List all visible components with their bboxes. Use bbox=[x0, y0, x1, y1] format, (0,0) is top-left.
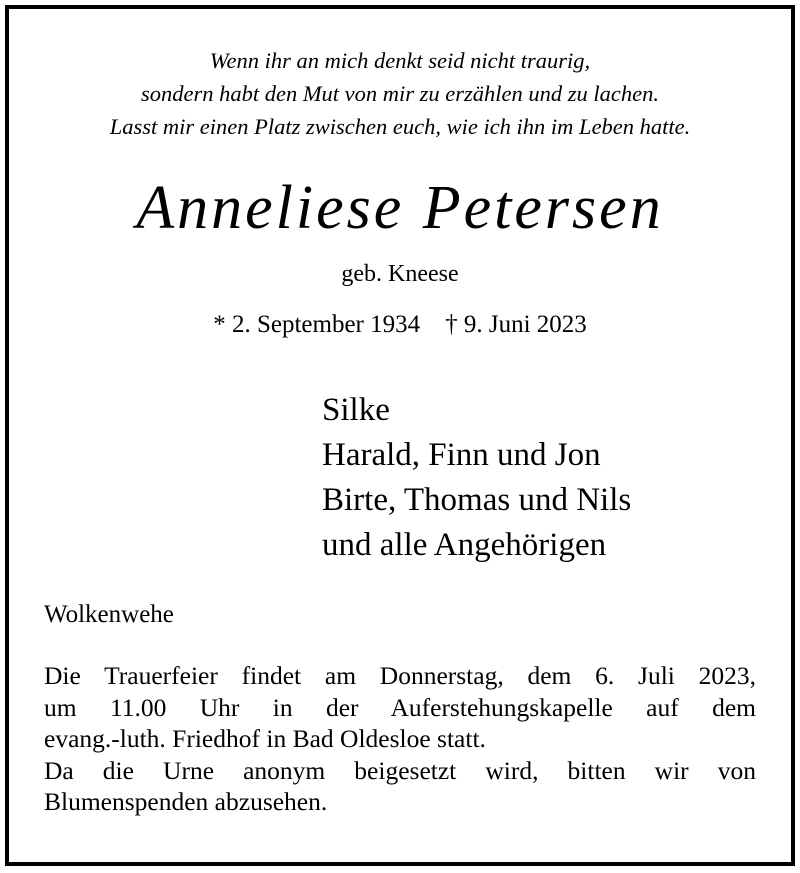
mourners-list bbox=[322, 388, 631, 568]
notice-line: um 11.00 Uhr in der Auferstehungskapelle auf dem bbox=[44, 692, 756, 722]
quote-line: Wenn ihr an mich denkt seid nicht traurig, bbox=[209, 48, 591, 73]
deceased-name: Anneliese Petersen bbox=[136, 174, 664, 242]
quote-line: sondern habt den Mut von mir zu erzählen und zu lachen. bbox=[140, 81, 660, 106]
maiden-name: geb. Kneese bbox=[341, 261, 459, 287]
funeral-notice bbox=[44, 660, 756, 818]
mourner-line: Harald, Finn und Jon bbox=[322, 437, 601, 473]
notice-line: Da die Urne anonym beigesetzt wird, bitten wir von bbox=[44, 755, 756, 785]
memorial-quote bbox=[0, 44, 800, 143]
mourner-line: Silke bbox=[322, 392, 390, 428]
notice-line: evang.-luth. Friedhof in Bad Oldesloe statt. bbox=[44, 724, 486, 753]
place-name: Wolkenwehe bbox=[44, 601, 174, 628]
notice-line: Blumenspenden abzusehen. bbox=[44, 787, 328, 816]
mourner-line: und alle Angehörigen bbox=[322, 527, 607, 563]
quote-line: Lasst mir einen Platz zwischen euch, wie ich ihn im Leben hatte. bbox=[109, 114, 691, 139]
life-dates: * 2. September 1934 † 9. Juni 2023 bbox=[213, 311, 587, 338]
notice-line: Die Trauerfeier findet am Donnerstag, dem 6. Juli 2023, bbox=[44, 661, 756, 690]
mourner-line: Birte, Thomas und Nils bbox=[322, 482, 632, 518]
